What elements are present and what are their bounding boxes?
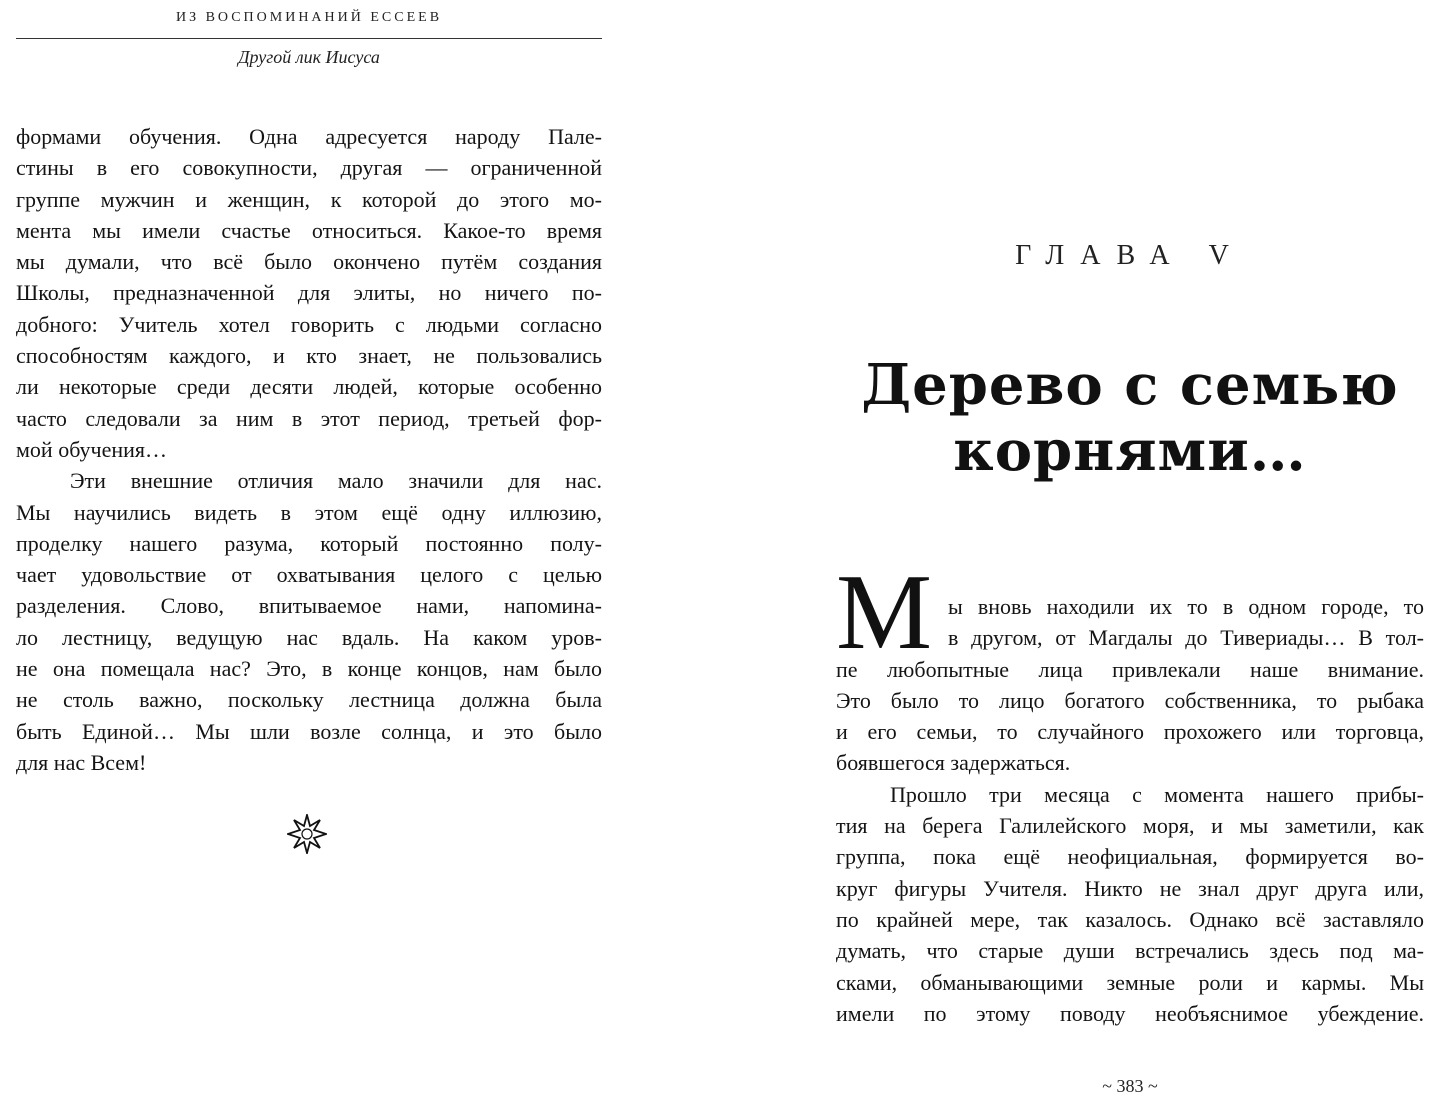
- text-line: боявшегося задержаться.: [836, 750, 1071, 776]
- text-line: мы думали, что всё было окончено путём создания: [16, 249, 602, 275]
- text-line: Школы, предназначенной для элиты, но ничего по-: [16, 280, 602, 306]
- header-rule: [16, 38, 602, 39]
- text-line: часто следовали за ним в этот период, третьей фор-: [16, 405, 602, 431]
- text-line: Мы научились видеть в этом ещё одну иллюзию,: [16, 499, 602, 525]
- text-line: сками, обманывающими земные роли и кармы. Мы: [836, 969, 1424, 995]
- text-line: способностям каждого, и кто знает, не пользовались: [16, 343, 602, 369]
- text-line: не столь важно, поскольку лестница должна была: [16, 687, 602, 713]
- running-head: ИЗ ВОСПОМИНАНИЙ ЕССЕЕВ: [175, 10, 443, 25]
- text-line: добного: Учитель хотел говорить с людьми согласно: [16, 311, 602, 337]
- chapter-title-line: корнями…: [953, 418, 1307, 484]
- text-line: круг фигуры Учителя. Никто не знал друг друга или,: [836, 875, 1424, 901]
- text-line: Это было то лицо богатого собственника, то рыбака: [836, 687, 1424, 713]
- text-line: Эти внешние отличия мало значили для нас.: [70, 468, 602, 494]
- text-line: и его семьи, то случайного прохожего или торговца,: [836, 719, 1424, 745]
- right-body-text: [836, 591, 1424, 1029]
- text-line: ы вновь находили их то в одном городе, то: [948, 594, 1424, 619]
- text-line: проделку нашего разума, который постоянно полу-: [16, 530, 602, 556]
- text-line: по крайней мере, так казалось. Однако всё заставляло: [836, 906, 1424, 932]
- text-line: ло лестницу, ведущую нас вдаль. На каком уров-: [16, 624, 602, 650]
- text-line: быть Единой… Мы шли возле солнца, и это было: [16, 718, 602, 744]
- text-line: формами обучения. Одна адресуется народу Пале-: [16, 124, 602, 149]
- page-number: ~ 383 ~: [1102, 1076, 1158, 1096]
- chapter-title: [836, 352, 1424, 484]
- text-line: чает удовольствие от охватывания целого с целью: [16, 562, 602, 588]
- text-line: для нас Всем!: [16, 749, 147, 775]
- text-line: тия на берега Галилейского моря, и мы заметили, как: [836, 813, 1424, 839]
- eight-point-star-icon: [287, 814, 327, 854]
- right-page: [836, 0, 1424, 1108]
- text-line: группа, пока ещё неофициальная, формируется во-: [836, 844, 1424, 870]
- chapter-title-line: Дерево с семью: [861, 352, 1399, 418]
- text-line: Прошло три месяца с момента нашего прибы-: [890, 781, 1424, 807]
- text-line: имели по этому поводу необъяснимое убеждение.: [836, 1000, 1424, 1026]
- text-line: ли некоторые среди десяти людей, которые особенно: [16, 374, 602, 400]
- text-line: группе мужчин и женщин, к которой до этого мо-: [16, 186, 602, 212]
- text-line: мента мы имели счастье относиться. Какое-то время: [16, 217, 602, 243]
- chapter-label: ГЛАВА V: [1015, 240, 1245, 271]
- text-line: разделения. Слово, впитываемое нами, напомина-: [16, 593, 602, 619]
- text-line: пе любопытные лица привлекали наше внимание.: [836, 656, 1424, 682]
- drop-cap: М: [836, 553, 933, 672]
- text-line: стины в его совокупности, другая — ограниченной: [16, 155, 602, 181]
- text-line: думать, что старые души встречались здесь под ма-: [836, 938, 1424, 964]
- text-line: мой обучения…: [16, 436, 168, 462]
- text-line: в другом, от Магдалы до Тивериады… В тол-: [948, 625, 1424, 651]
- running-subhead: Другой лик Иисуса: [238, 47, 380, 67]
- text-line: не она помещала нас? Это, в конце концов, нам было: [16, 656, 602, 682]
- left-body-text: [16, 121, 602, 778]
- left-page: [16, 0, 602, 1108]
